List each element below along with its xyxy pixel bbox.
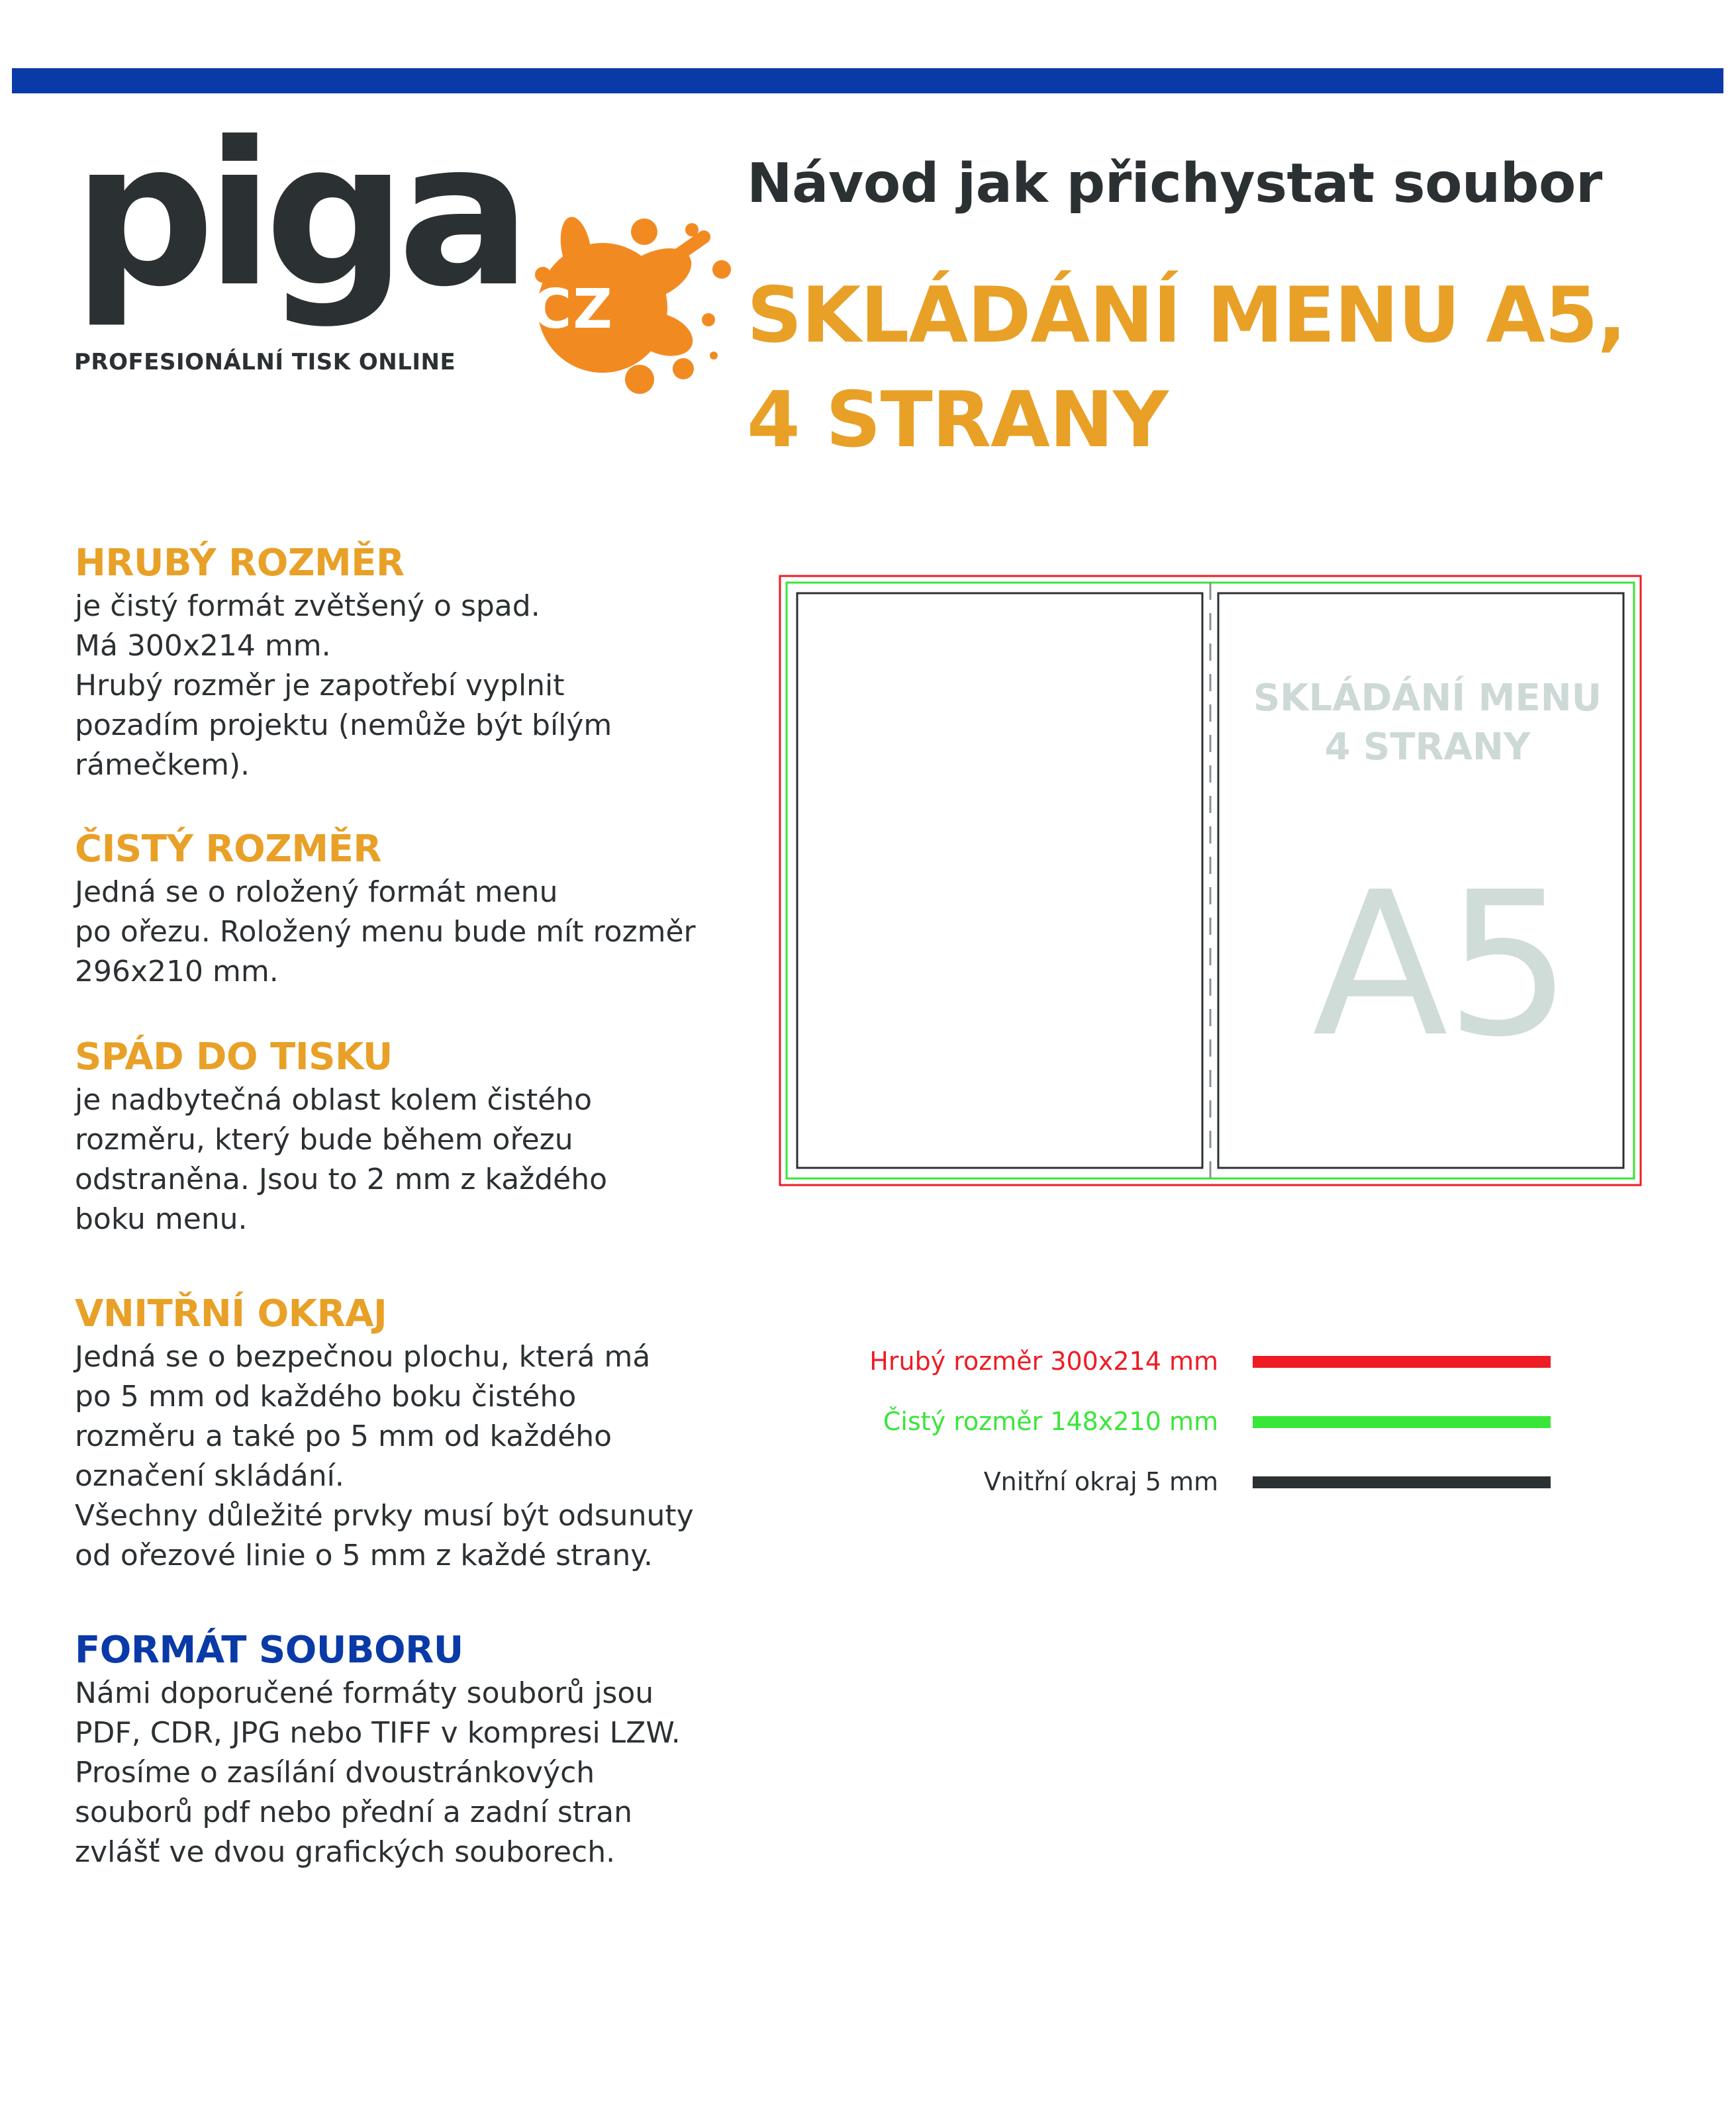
legend-swatch bbox=[1253, 1476, 1551, 1488]
safe-outline-left bbox=[797, 593, 1202, 1168]
menu-layout-diagram bbox=[779, 575, 1642, 1186]
logo-tagline: PROFESIONÁLNÍ TISK ONLINE bbox=[74, 349, 456, 375]
section-line: zvlášť ve dvou grafických souborech. bbox=[75, 1835, 616, 1869]
section-line: 296x210 mm. bbox=[75, 955, 279, 988]
page-title-line-1: SKLÁDÁNÍ MENU A5, bbox=[747, 271, 1626, 360]
page-subtitle: Návod jak přichystat soubor bbox=[747, 152, 1602, 215]
top-bar bbox=[12, 68, 1723, 93]
section-title: ČISTÝ ROZMĚR bbox=[75, 828, 381, 871]
diagram-format: A5 bbox=[1312, 849, 1570, 1080]
legend-item-safe bbox=[761, 1462, 1556, 1502]
section-format-souboru bbox=[75, 1627, 757, 1872]
section-line: od ořezové linie o 5 mm z každé strany. bbox=[75, 1539, 653, 1572]
section-title: VNITŘNÍ OKRAJ bbox=[75, 1292, 387, 1335]
logo bbox=[73, 99, 669, 387]
logo-badge: CZ bbox=[532, 278, 614, 341]
section-line: po ořezu. Roložený menu bude mít rozměr bbox=[75, 915, 696, 949]
legend-swatch bbox=[1253, 1356, 1551, 1368]
legend-item-bleed bbox=[761, 1341, 1556, 1381]
section-spad-do-tisku bbox=[75, 1034, 757, 1239]
section-vnitrni-okraj bbox=[75, 1291, 757, 1576]
section-line: Všechny důležité prvky musí být odsunuty bbox=[75, 1499, 694, 1533]
diagram-label-line-1: SKLÁDÁNÍ MENU bbox=[1253, 677, 1602, 720]
section-line: Námi doporučené formáty souborů jsou bbox=[75, 1676, 654, 1710]
section-cisty-rozmer bbox=[75, 826, 757, 992]
section-line: Má 300x214 mm. bbox=[75, 629, 331, 663]
section-line: rozměru a také po 5 mm od každého bbox=[75, 1419, 612, 1453]
legend-label: Čistý rozměr 148x210 mm bbox=[883, 1407, 1218, 1436]
section-line: je nadbytečná oblast kolem čistého bbox=[75, 1083, 593, 1117]
page-title bbox=[747, 263, 1674, 473]
section-line: rámečkem). bbox=[75, 748, 250, 782]
diagram-label-line-2: 4 STRANY bbox=[1324, 726, 1531, 769]
logo-wordmark: piga bbox=[73, 99, 522, 330]
section-line: Hrubý rozměr je zapotřebí vyplnit bbox=[75, 669, 565, 702]
section-line: PDF, CDR, JPG nebo TIFF v kompresi LZW. bbox=[75, 1716, 681, 1750]
section-line: Jedná se o roložený formát menu bbox=[75, 875, 558, 909]
section-title: HRUBÝ ROZMĚR bbox=[75, 542, 405, 585]
section-line: rozměru, který bude během ořezu bbox=[75, 1123, 573, 1157]
section-line: Jedná se o bezpečnou plochu, která má bbox=[75, 1340, 651, 1374]
section-line: pozadím projektu (nemůže být bílým bbox=[75, 708, 612, 742]
page-title-line-2: 4 STRANY bbox=[747, 375, 1168, 465]
diagram-label bbox=[1222, 674, 1633, 772]
section-title: SPÁD DO TISKU bbox=[75, 1035, 393, 1078]
section-line: po 5 mm od každého boku čistého bbox=[75, 1380, 577, 1413]
legend-swatch bbox=[1253, 1416, 1551, 1428]
section-line: souborů pdf nebo přední a zadní stran bbox=[75, 1795, 632, 1829]
legend-item-trim bbox=[761, 1402, 1556, 1441]
section-line: Prosíme o zasílání dvoustránkových bbox=[75, 1756, 595, 1790]
section-line: označení skládání. bbox=[75, 1459, 344, 1493]
section-line: boku menu. bbox=[75, 1202, 248, 1236]
section-line: odstraněna. Jsou to 2 mm z každého bbox=[75, 1163, 608, 1196]
legend-label: Vnitřní okraj 5 mm bbox=[983, 1467, 1218, 1496]
section-title: FORMÁT SOUBORU bbox=[75, 1629, 463, 1672]
legend-label: Hrubý rozměr 300x214 mm bbox=[869, 1347, 1218, 1376]
section-line: je čistý formát zvětšený o spad. bbox=[75, 589, 540, 623]
section-hruby-rozmer bbox=[75, 540, 757, 785]
